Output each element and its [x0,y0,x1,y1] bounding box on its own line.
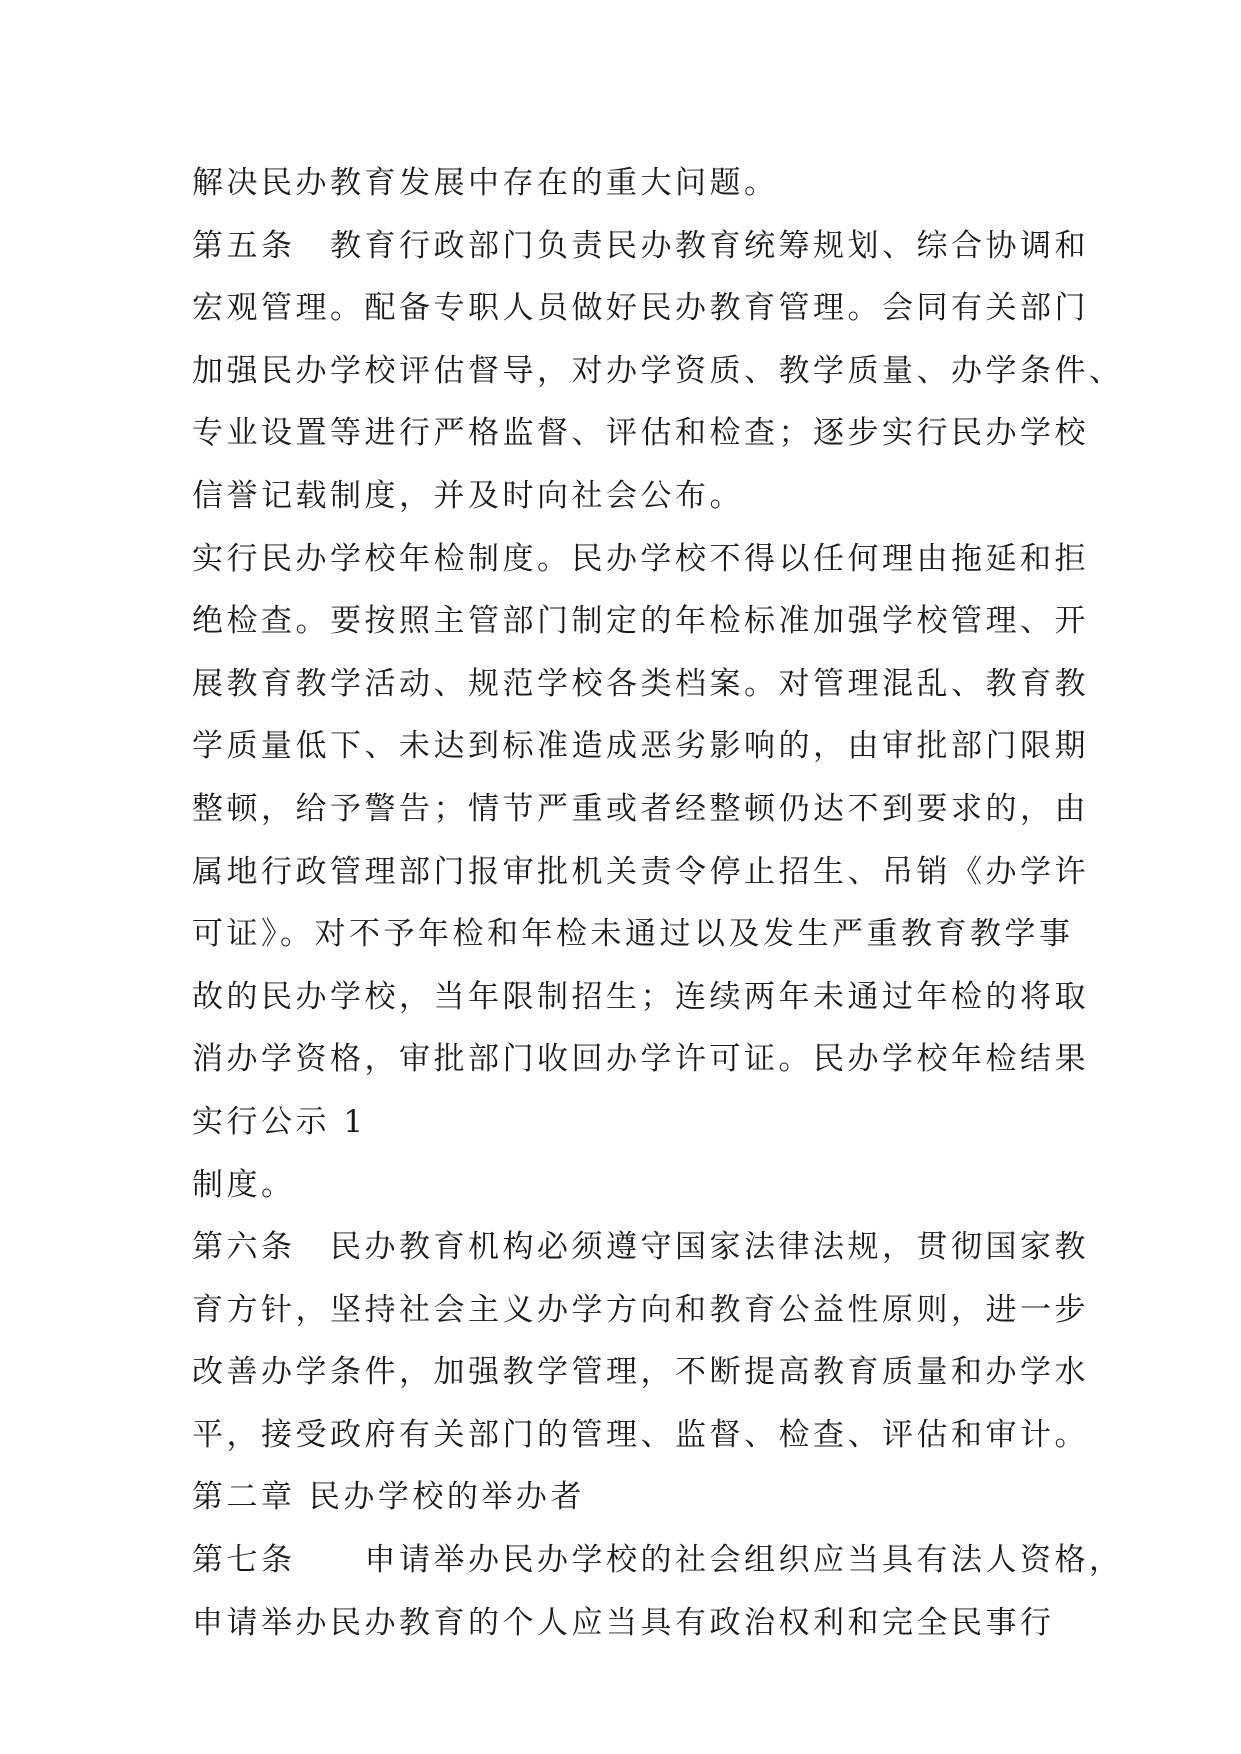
text-line: 加强民办学校评估督导，对办学资质、教学质量、办学条件、 [192,352,1124,389]
text-line: 申请举办民办教育的个人应当具有政治权利和完全民事行 [192,1604,1055,1641]
text-line: 展教育教学活动、规范学校各类档案。对管理混乱、教育教 [192,665,1089,702]
text-line: 实行公示 1 [192,1103,367,1140]
document-body [192,152,1124,1654]
text-line: 平，接受政府有关部门的管理、监督、检查、评估和审计。 [192,1416,1089,1453]
text-line: 育方针，坚持社会主义办学方向和教育公益性原则，进一步 [192,1291,1089,1328]
text-line: 解决民办教育发展中存在的重大问题。 [192,165,779,201]
text-line: 制度。 [192,1166,296,1203]
text-line: 属地行政管理部门报审批机关责令停止招生、吊销《办学许 [192,853,1089,890]
text-line: 学质量低下、未达到标准造成恶劣影响的，由审批部门限期 [192,728,1089,765]
text-line: 实行民办学校年检制度。民办学校不得以任何理由拖延和拒 [192,540,1089,577]
text-line: 绝检查。要按照主管部门制定的年检标准加强学校管理、开 [192,603,1089,640]
text-line: 宏观管理。配备专职人员做好民办教育管理。会同有关部门 [192,290,1089,327]
text-line: 第六条 民办教育机构必须遵守国家法律法规，贯彻国家教 [192,1229,1089,1266]
text-line: 改善办学条件，加强教学管理，不断提高教育质量和办学水 [192,1354,1089,1391]
text-line: 整顿，给予警告；情节严重或者经整顿仍达不到要求的，由 [192,790,1089,827]
text-line: 可证》。对不予年检和年检未通过以及发生严重教育教学事 [192,916,1074,953]
text-line: 第五条 教育行政部门负责民办教育统筹规划、综合协调和 [192,227,1089,264]
text-line: 消办学资格，审批部门收回办学许可证。民办学校年检结果 [192,1041,1089,1078]
text-line: 第七条 申请举办民办学校的社会组织应当具有法人资格， [192,1542,1124,1579]
text-line: 信誉记载制度，并及时向社会公布。 [192,477,744,514]
text-line: 专业设置等进行严格监督、评估和检查；逐步实行民办学校 [192,415,1089,452]
chapter-heading: 第二章 民办学校的举办者 [192,1479,585,1516]
text-line: 故的民办学校，当年限制招生；连续两年未通过年检的将取 [192,978,1089,1015]
